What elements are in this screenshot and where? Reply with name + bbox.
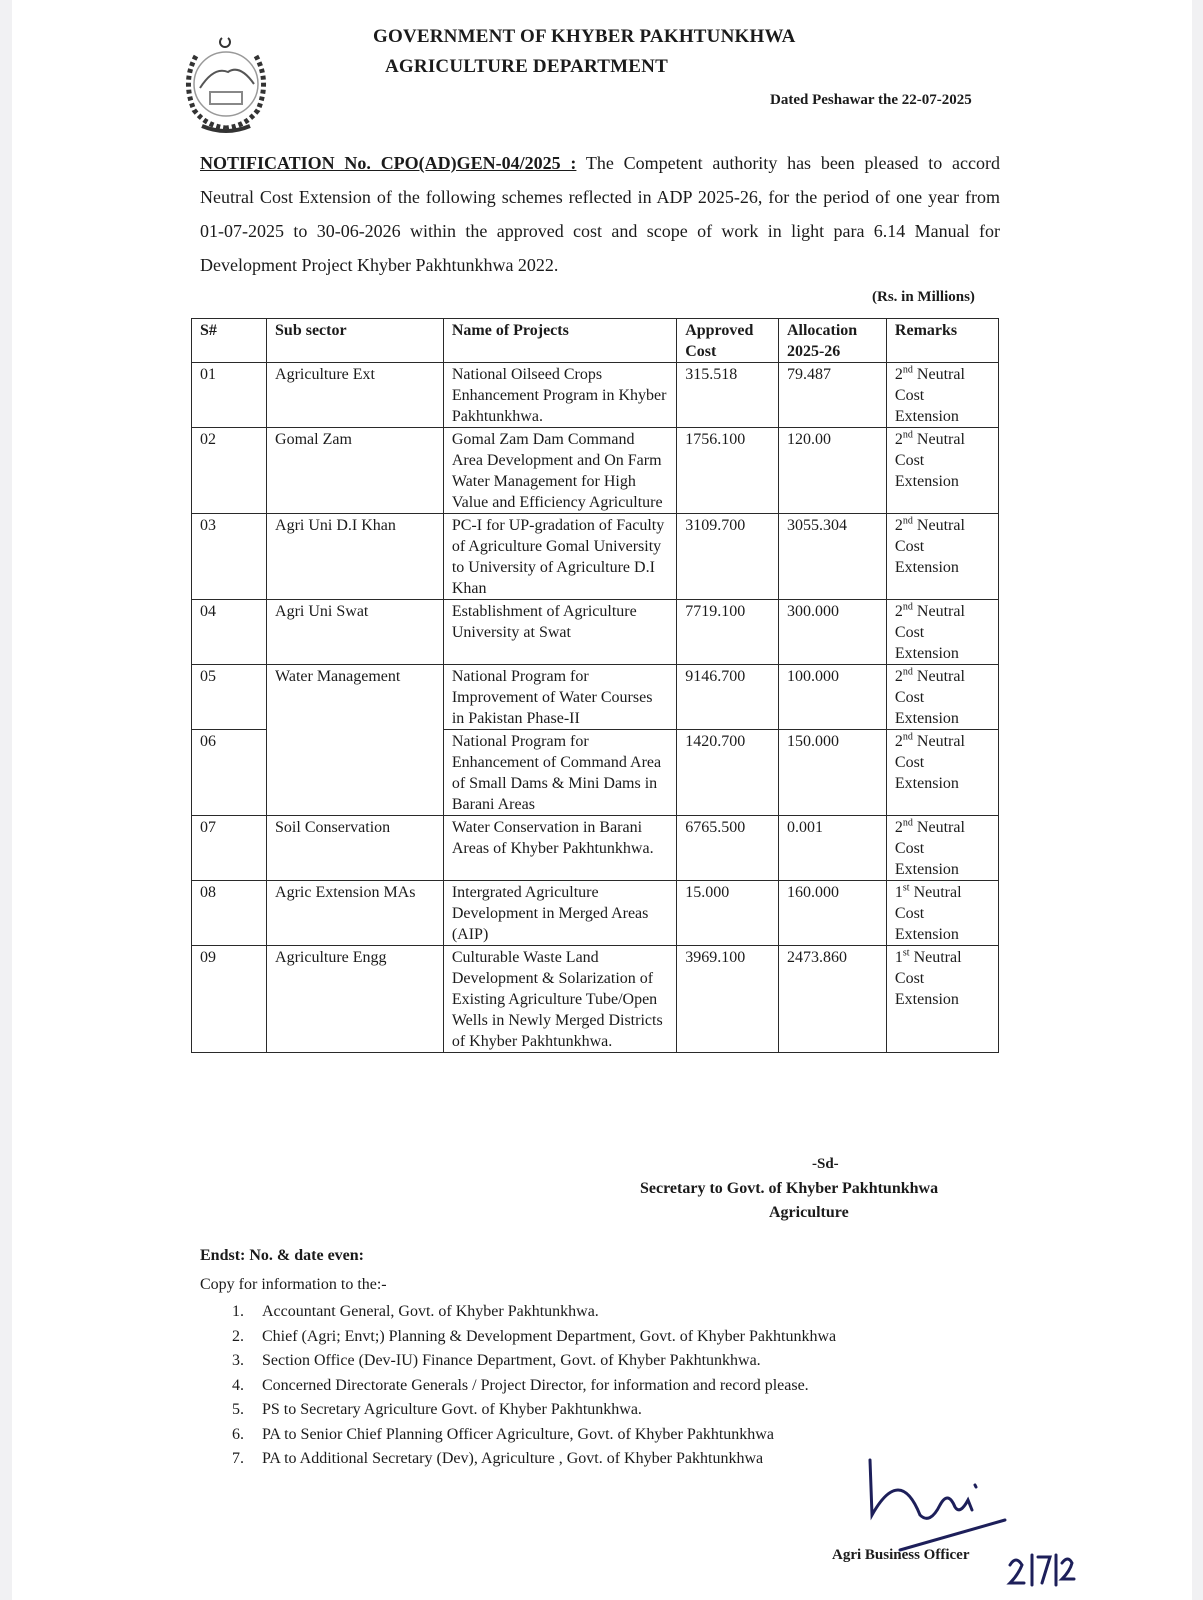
cell-allocation: 2473.860 — [778, 946, 886, 1053]
remarks-ordinal-suffix: st — [902, 947, 910, 959]
signatory-title: Secretary to Govt. of Khyber Pakhtunkhwa — [640, 1180, 939, 1197]
cell-sn: 01 — [192, 363, 267, 428]
cell-sn: 03 — [192, 514, 267, 600]
table-row — [192, 881, 999, 946]
cell-sub-sector: Agric Extension MAs — [267, 881, 444, 946]
notification-body: The Competent authority has been pleased to accord Neutral Cost Extension of the following schemes reflected in ADP 2025-26, for the period of one year from 01-07-2025 to 30-06-2026 within the approved cost and scope of work in light para 6.14 Manual for Development Project Khyber Pakhtunkhwa 2022. — [200, 153, 1000, 275]
table-row — [192, 816, 999, 881]
cell-sub-sector: Gomal Zam — [267, 428, 444, 514]
list-item-number: 1. — [232, 1303, 244, 1320]
remarks-ordinal: 2 — [894, 819, 903, 836]
table-row — [192, 946, 999, 1053]
col-header-allocation — [778, 319, 886, 363]
remarks-text: Neutral Cost Extension — [894, 603, 965, 662]
cell-allocation: 160.000 — [778, 881, 886, 946]
list-item-number: 3. — [232, 1352, 244, 1369]
col-header-sub-sector: Sub sector — [267, 319, 444, 363]
remarks-ordinal: 2 — [894, 603, 903, 620]
list-item-number: 2. — [232, 1327, 244, 1345]
remarks-ordinal: 1 — [894, 949, 903, 966]
remarks-ordinal-suffix: nd — [902, 731, 913, 743]
list-item-number: 7. — [232, 1450, 244, 1467]
remarks-text: Neutral Cost Extension — [894, 949, 962, 1008]
list-item-text: Section Office (Dev-IU) Finance Department, Govt. of Khyber Pakhtunkhwa. — [262, 1352, 761, 1369]
list-item-text: Chief (Agri; Envt;) Planning & Development Department, Govt. of Khyber Pakhtunkhwa — [262, 1327, 837, 1345]
remarks-text: Neutral Cost Extension — [894, 431, 965, 490]
remarks-ordinal: 2 — [894, 733, 903, 750]
remarks-text: Neutral Cost Extension — [894, 366, 965, 425]
cell-sub-sector: Water Management — [267, 665, 444, 816]
units-note: (Rs. in Millions) — [872, 289, 975, 305]
schemes-table — [191, 318, 999, 1053]
cell-sn: 09 — [192, 946, 267, 1053]
col-header-approved-cost-line1: Approved — [685, 322, 754, 339]
cell-approved-cost: 6765.500 — [677, 816, 779, 881]
cell-sn: 04 — [192, 600, 267, 665]
cell-approved-cost: 1420.700 — [677, 730, 779, 816]
col-header-allocation-line2: 2025-26 — [786, 343, 841, 360]
signatory-officer: Agri Business Officer — [832, 1547, 970, 1563]
list-item-text: PA to Additional Secretary (Dev), Agriculture , Govt. of Khyber Pakhtunkhwa — [262, 1450, 764, 1467]
cell-sn: 02 — [192, 428, 267, 514]
remarks-text: Neutral Cost Extension — [894, 884, 962, 943]
header-department-title: AGRICULTURE DEPARTMENT — [385, 56, 668, 77]
cell-remarks — [886, 816, 998, 881]
notification-paragraph — [200, 146, 1000, 282]
cell-project-name: National Oilseed Crops Enhancement Program in Khyber Pakhtunkhwa. — [443, 363, 676, 428]
remarks-ordinal-suffix: nd — [902, 429, 913, 441]
signatory-department: Agriculture — [769, 1204, 849, 1221]
list-item-text: PA to Senior Chief Planning Officer Agriculture, Govt. of Khyber Pakhtunkhwa — [262, 1425, 774, 1443]
cell-sn: 05 — [192, 665, 267, 730]
list-item — [232, 1349, 836, 1374]
cell-sn: 06 — [192, 730, 267, 816]
list-item-text: Concerned Directorate Generals / Project Director, for information and record please. — [262, 1376, 809, 1394]
copy-intro: Copy for information to the:- — [200, 1276, 387, 1293]
list-item — [232, 1447, 836, 1472]
kp-government-emblem-icon — [172, 26, 280, 138]
cell-sn: 08 — [192, 881, 267, 946]
remarks-ordinal-suffix: nd — [902, 515, 913, 527]
remarks-ordinal-suffix: st — [902, 882, 910, 894]
cell-sub-sector: Agri Uni D.I Khan — [267, 514, 444, 600]
remarks-ordinal-suffix: nd — [902, 817, 913, 829]
cell-project-name: Establishment of Agriculture University at Swat — [443, 600, 676, 665]
cell-sub-sector: Agriculture Engg — [267, 946, 444, 1053]
remarks-ordinal-suffix: nd — [902, 601, 913, 613]
remarks-ordinal-suffix: nd — [902, 364, 913, 376]
cell-allocation: 300.000 — [778, 600, 886, 665]
remarks-text: Neutral Cost Extension — [894, 733, 965, 792]
col-header-sn: S# — [192, 319, 267, 363]
col-header-allocation-line1: Allocation — [786, 322, 858, 339]
remarks-ordinal: 2 — [894, 668, 903, 685]
cell-project-name: Intergrated Agriculture Development in Merged Areas (AIP) — [443, 881, 676, 946]
cell-project-name: Gomal Zam Dam Command Area Development and On Farm Water Management for High Value and Efficiency Agriculture — [443, 428, 676, 514]
cell-approved-cost: 3969.100 — [677, 946, 779, 1053]
cell-project-name: National Program for Improvement of Water Courses in Pakistan Phase-II — [443, 665, 676, 730]
remarks-ordinal: 1 — [894, 884, 903, 901]
dated-line: Dated Peshawar the 22-07-2025 — [770, 92, 972, 108]
remarks-text: Neutral Cost Extension — [894, 668, 965, 727]
list-item-number: 6. — [232, 1425, 244, 1443]
cell-sn: 07 — [192, 816, 267, 881]
col-header-approved-cost — [677, 319, 779, 363]
cell-remarks — [886, 600, 998, 665]
list-item-text: PS to Secretary Agriculture Govt. of Khyber Pakhtunkhwa. — [262, 1401, 642, 1418]
cell-sub-sector: Agri Uni Swat — [267, 600, 444, 665]
header-government-title: GOVERNMENT OF KHYBER PAKHTUNKHWA — [373, 26, 796, 47]
list-item — [232, 1398, 836, 1423]
remarks-ordinal-suffix: nd — [902, 666, 913, 678]
cell-approved-cost: 9146.700 — [677, 665, 779, 730]
cell-allocation: 120.00 — [778, 428, 886, 514]
list-item — [232, 1300, 836, 1325]
col-header-approved-cost-line2: Cost — [685, 343, 717, 360]
cell-sub-sector: Soil Conservation — [267, 816, 444, 881]
table-row — [192, 514, 999, 600]
col-header-project-name: Name of Projects — [443, 319, 676, 363]
copy-recipients-list — [232, 1300, 836, 1472]
remarks-ordinal: 2 — [894, 366, 903, 383]
signed-marker: -Sd- — [812, 1156, 839, 1172]
cell-approved-cost: 7719.100 — [677, 600, 779, 665]
list-item-text: Accountant General, Govt. of Khyber Pakhtunkhwa. — [262, 1303, 599, 1320]
table-row — [192, 665, 999, 730]
cell-project-name: PC-I for UP-gradation of Faculty of Agriculture Gomal University to University of Agriculture D.I Khan — [443, 514, 676, 600]
list-item — [232, 1423, 836, 1448]
cell-remarks — [886, 730, 998, 816]
remarks-ordinal: 2 — [894, 431, 903, 448]
cell-remarks — [886, 881, 998, 946]
remarks-text: Neutral Cost Extension — [894, 517, 965, 576]
col-header-remarks: Remarks — [886, 319, 998, 363]
cell-allocation: 100.000 — [778, 665, 886, 730]
cell-approved-cost: 1756.100 — [677, 428, 779, 514]
cell-remarks — [886, 428, 998, 514]
cell-approved-cost: 15.000 — [677, 881, 779, 946]
notification-number: NOTIFICATION No. CPO(AD)GEN-04/2025 : — [200, 153, 577, 173]
list-item — [232, 1374, 836, 1399]
cell-remarks — [886, 665, 998, 730]
remarks-text: Neutral Cost Extension — [894, 819, 965, 878]
remarks-ordinal: 2 — [894, 517, 903, 534]
list-item-number: 5. — [232, 1401, 244, 1418]
cell-project-name: Water Conservation in Barani Areas of Khyber Pakhtunkhwa. — [443, 816, 676, 881]
table-header-row — [192, 319, 999, 363]
cell-allocation: 150.000 — [778, 730, 886, 816]
list-item-number: 4. — [232, 1376, 244, 1394]
cell-approved-cost: 315.518 — [677, 363, 779, 428]
cell-allocation: 3055.304 — [778, 514, 886, 600]
cell-remarks — [886, 363, 998, 428]
cell-approved-cost: 3109.700 — [677, 514, 779, 600]
endorsement-label: Endst: No. & date even: — [200, 1247, 364, 1264]
cell-sub-sector: Agriculture Ext — [267, 363, 444, 428]
table-row — [192, 428, 999, 514]
table-row — [192, 363, 999, 428]
cell-project-name: National Program for Enhancement of Command Area of Small Dams & Mini Dams in Barani Areas — [443, 730, 676, 816]
cell-remarks — [886, 514, 998, 600]
cell-remarks — [886, 946, 998, 1053]
handwritten-signature-icon — [860, 1455, 1080, 1595]
cell-project-name: Culturable Waste Land Development & Solarization of Existing Agriculture Tube/Open Wells in Newly Merged Districts of Khyber Pakhtunkhwa. — [443, 946, 676, 1053]
cell-allocation: 79.487 — [778, 363, 886, 428]
list-item — [232, 1325, 836, 1350]
table-row — [192, 600, 999, 665]
cell-allocation: 0.001 — [778, 816, 886, 881]
